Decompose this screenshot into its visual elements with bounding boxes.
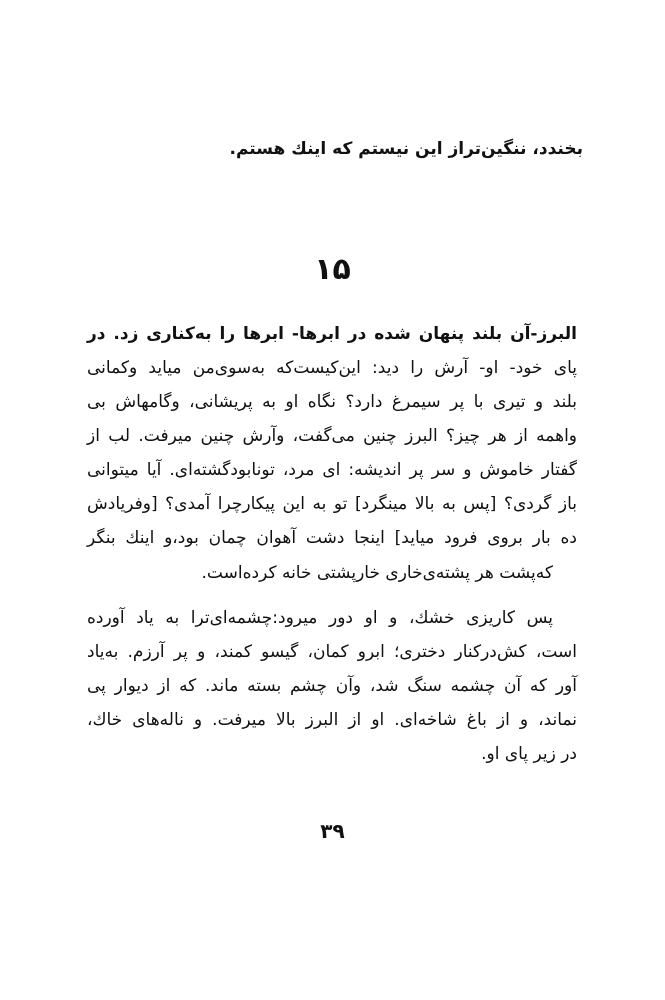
- chapter-number: ۱۵: [314, 252, 351, 287]
- text-line: بلند و تیری با پر سیمرغ دارد؟ نگاه او به پریشانی، و‌گامهاش بی: [87, 392, 577, 412]
- text-line: در زیر پای او.: [481, 744, 577, 764]
- page-number: ۳۹: [320, 819, 345, 843]
- text-line: پس کاریزی خشك، و او دور میرود:چشمه‌ای‌ترا به یاد آورده: [87, 608, 553, 628]
- continued-text-line: بخندد، ننگین‌تراز این نیستم که اینك هستم.: [229, 139, 583, 159]
- text-line: پای خود- او- آرش را دید: این‌کیست‌که به‌سوی‌من میاید و‌کمانی: [87, 358, 577, 378]
- text-line: نماند، و از باغ شاخه‌ای. او از البرز بالا میرفت. و ناله‌های خاك،: [87, 710, 577, 730]
- text-line: که‌پشت هر پشته‌ی‌خاری خارپشتی خانه کرده‌است.: [201, 563, 553, 583]
- text-line: باز گردی؟ [پس به بالا مینگرد] تو به این پیکارچرا آمدی؟ [وفریادش: [87, 494, 577, 514]
- text-line: البرز-آن بلند پنهان شده در ابرها- ابرها را به‌کناری زد. در: [87, 324, 577, 344]
- text-line: واهمه از هر چیز؟ البرز چنین می‌گفت، وآرش چنین میرفت. لب از: [87, 426, 577, 446]
- text-line: گفتار خاموش و سر پر اندیشه: ای مرد، تونابودگشته‌ای. آیا میتوانی: [87, 460, 577, 480]
- text-line: است، کش‌درکنار دختری؛ ابرو کمان، گیسو کمند، و پر آرزم. به‌یاد: [87, 642, 577, 662]
- text-line: ده بار بروی فرود میاید] اینجا دشت آهوان چمان بود،و اینك بنگر: [87, 528, 577, 548]
- text-line: آور که آن چشمه سنگ شد، وآن چشم بسته ماند. که از دیوار پی: [87, 676, 577, 696]
